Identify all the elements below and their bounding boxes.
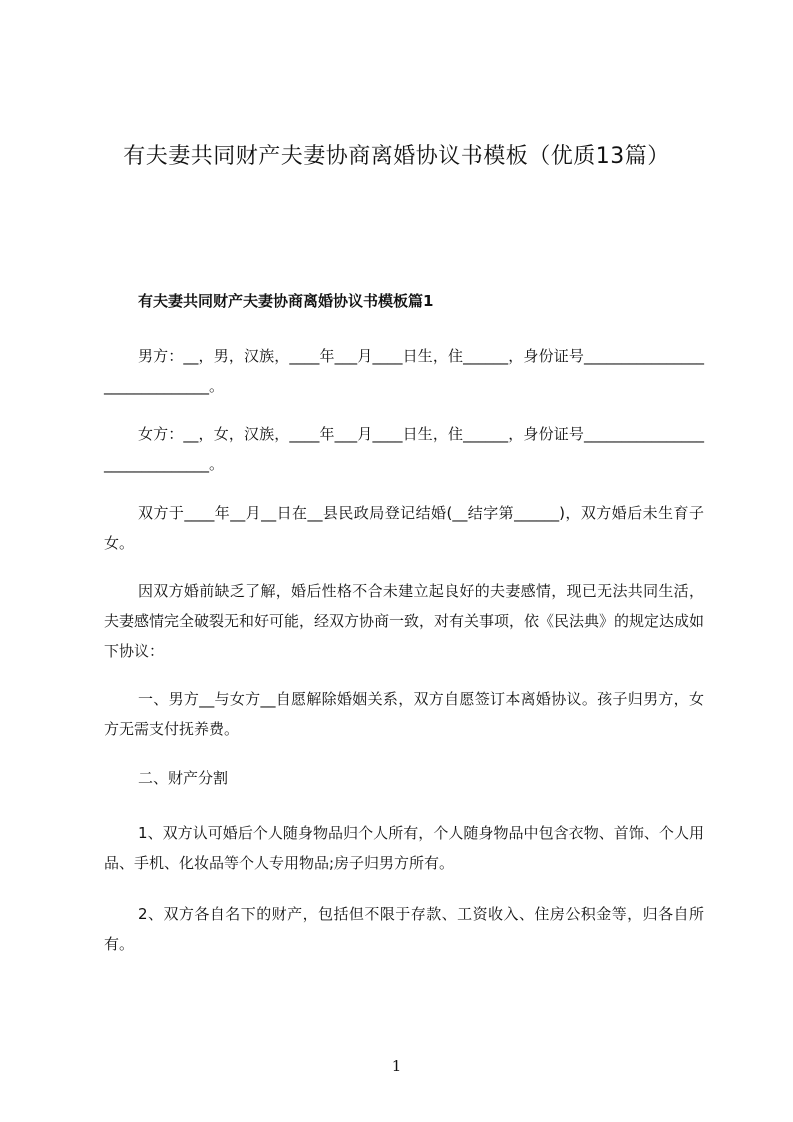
paragraph-property-item-1: 1、双方认可婚后个人随身物品归个人所有，个人随身物品中包含衣物、首饰、个人用品、手机、化妆品等个人专用物品;房子归男方所有。 (104, 824, 704, 872)
paragraph-male-party: 男方：__，男，汉族，____年___月____日生，住______，身份证号______________________________。 (104, 347, 704, 395)
paragraph-clause-two-heading: 二、财产分割 (138, 769, 229, 787)
document-title: 有夫妻共同财产夫妻协商离婚协议书模板（优质13篇） (123, 144, 670, 169)
page-number: 1 (391, 1057, 402, 1075)
paragraph-reason: 因双方婚前缺乏了解，婚后性格不合未建立起良好的夫妻感情，现已无法共同生活，夫妻感情完全破裂无和好可能，经双方协商一致，对有关事项，依《民法典》的规定达成如下协议： (104, 582, 705, 660)
paragraph-marriage-registration: 双方于____年__月__日在__县民政局登记结婚(__结字第______)，双方婚后未生育子女。 (104, 504, 704, 552)
section-title: 有夫妻共同财产夫妻协商离婚协议书模板篇1 (138, 292, 434, 310)
paragraph-female-party: 女方：__，女，汉族，____年___月____日生，住______，身份证号______________________________。 (104, 425, 704, 473)
paragraph-clause-one: 一、男方__与女方__自愿解除婚姻关系，双方自愿签订本离婚协议。孩子归男方，女方无需支付抚养费。 (104, 690, 704, 738)
paragraph-property-item-2: 2、双方各自名下的财产，包括但不限于存款、工资收入、住房公积金等，归各自所有。 (104, 905, 704, 953)
